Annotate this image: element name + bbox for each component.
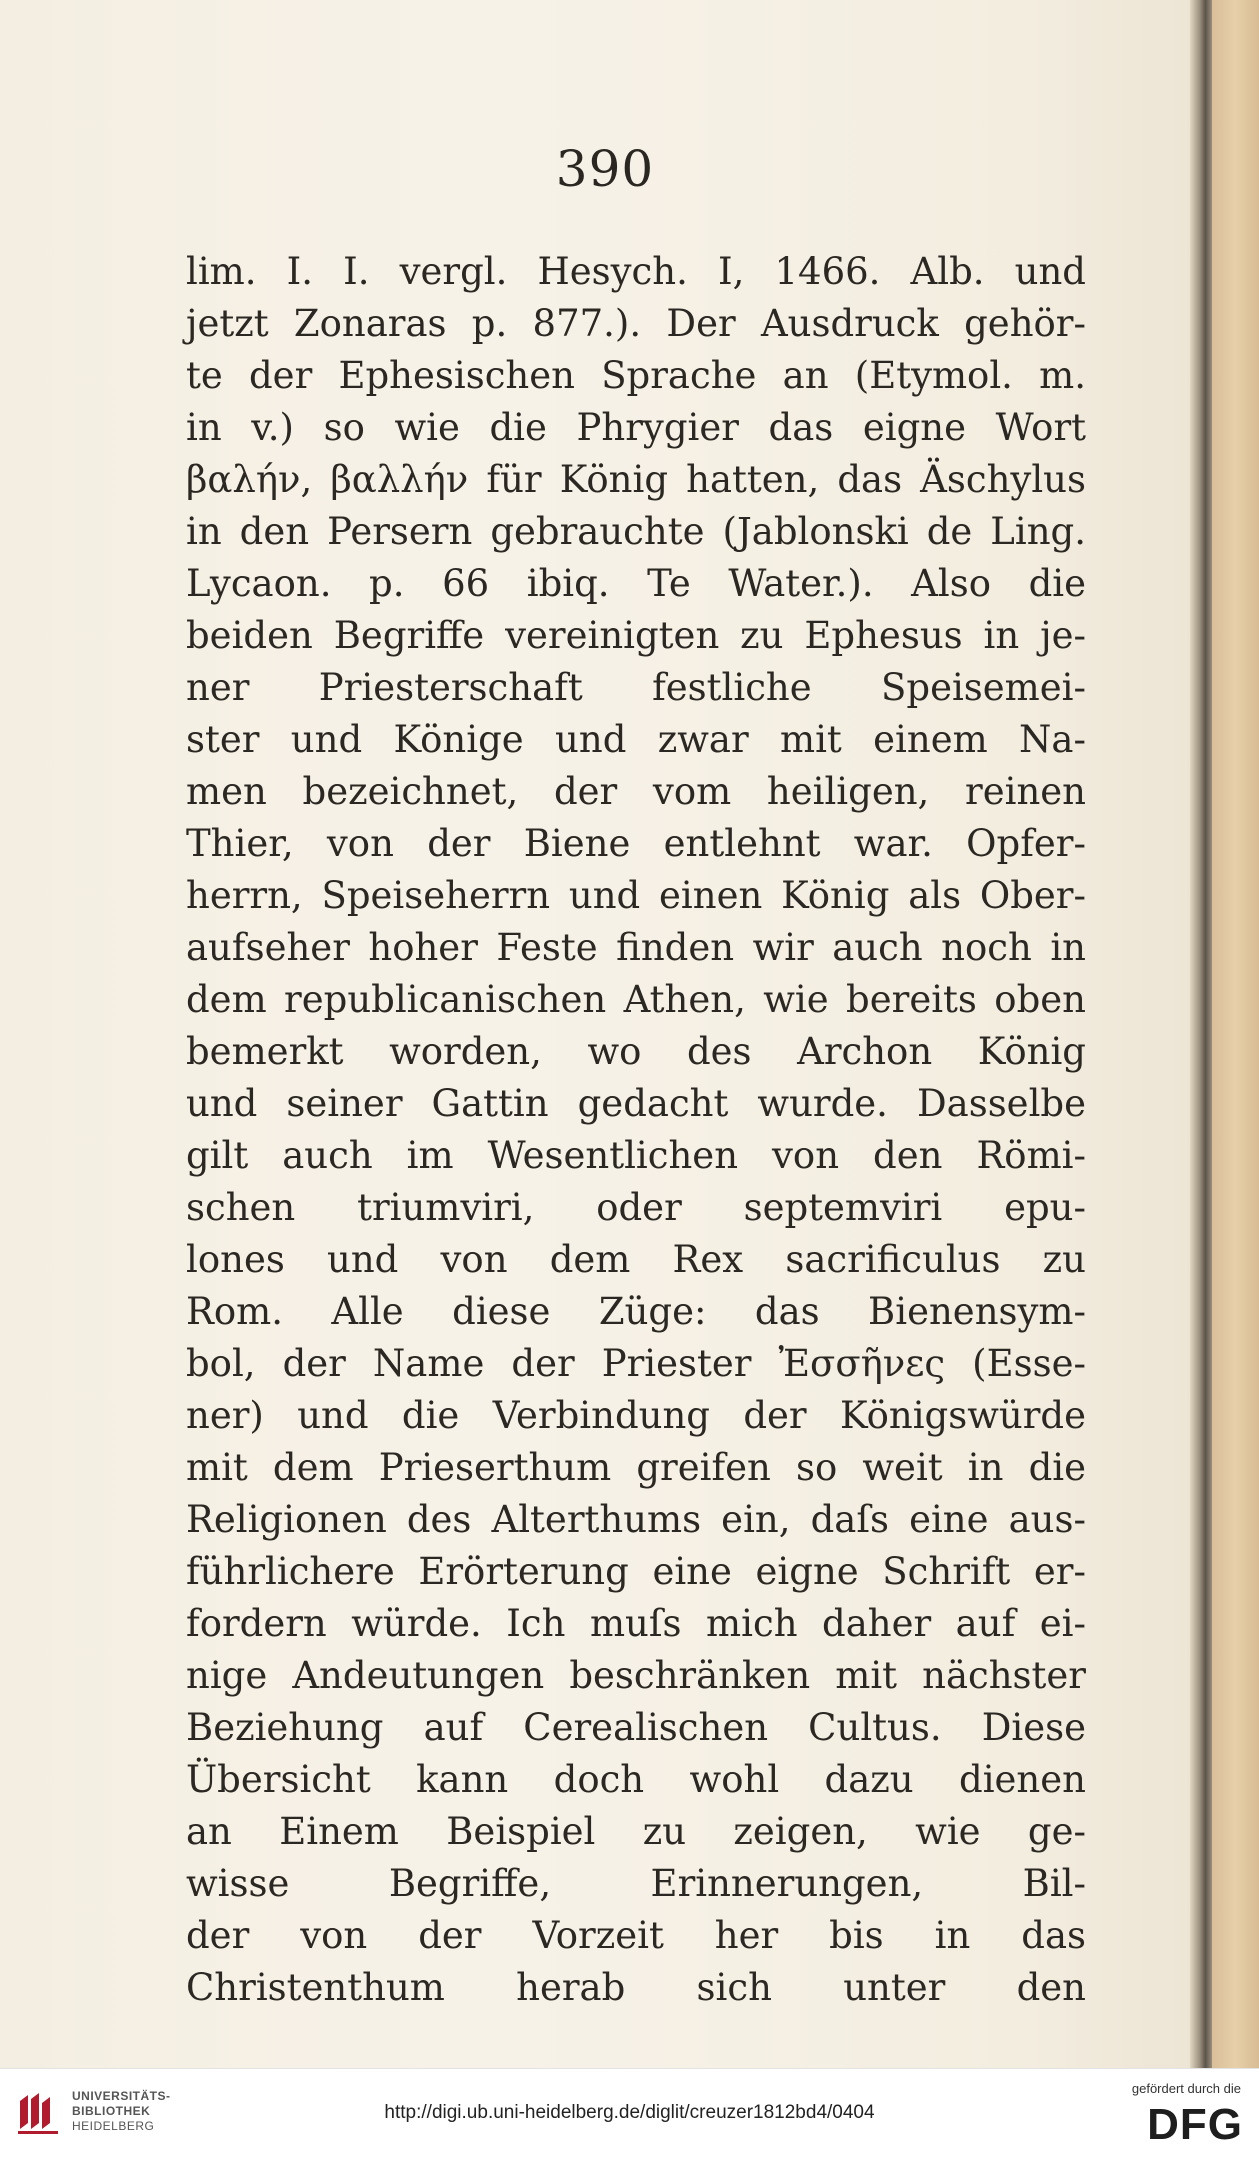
text-line: Thier, von der Biene entlehnt war. Opfer- xyxy=(186,822,1086,865)
text-line: aufseher hoher Feste finden wir auch noch in xyxy=(186,926,1086,969)
text-line: gilt auch im Wesentlichen von den Römi- xyxy=(186,1134,1086,1177)
text-line: und seiner Gattin gedacht wurde. Dasselbe xyxy=(186,1082,1086,1125)
text-line: lim. I. I. vergl. Hesych. I, 1466. Alb. und xyxy=(186,250,1086,293)
funding-label: gefördert durch die xyxy=(1131,2081,1241,2096)
text-line: Religionen des Alterthums ein, daſs eine aus- xyxy=(186,1498,1086,1541)
text-line: Christenthum herab sich unter den xyxy=(186,1966,1086,2009)
text-line: ner) und die Verbindung der Königswürde xyxy=(186,1394,1086,1437)
text-line: Beziehung auf Cerealischen Cultus. Diese xyxy=(186,1706,1086,1749)
text-line: men bezeichnet, der vom heiligen, reinen xyxy=(186,770,1086,813)
text-line: in v.) so wie die Phrygier das eigne Wort xyxy=(186,406,1086,449)
text-line: dem republicanischen Athen, wie bereits oben xyxy=(186,978,1086,1021)
body-text xyxy=(186,246,1086,2014)
text-line: bemerkt worden, wo des Archon König xyxy=(186,1030,1086,1073)
text-line: bol, der Name der Priester Ἐσσῆνες (Esse- xyxy=(186,1342,1086,1385)
text-line: beiden Begriffe vereinigten zu Ephesus in je- xyxy=(186,614,1086,657)
text-line: βαλήν, βαλλήν für König hatten, das Äschylus xyxy=(186,458,1086,501)
viewer-footer xyxy=(0,2068,1259,2158)
text-line: fordern würde. Ich muſs mich daher auf ei- xyxy=(186,1602,1086,1645)
text-line: schen triumviri, oder septemviri epu- xyxy=(186,1186,1086,1229)
text-line: Übersicht kann doch wohl dazu dienen xyxy=(186,1758,1086,1801)
text-line: in den Persern gebrauchte (Jablonski de Ling. xyxy=(186,510,1086,553)
text-line: nige Andeutungen beschränken mit nächster xyxy=(186,1654,1086,1697)
text-line: führlichere Erörterung eine eigne Schrift er- xyxy=(186,1550,1086,1593)
text-line: ner Priesterschaft festliche Speisemei- xyxy=(186,666,1086,709)
permalink-url[interactable]: http://digi.ub.uni-heidelberg.de/diglit/creuzer1812bd4/0404 xyxy=(384,2102,875,2123)
university-library-name: UNIVERSITÄTS- BIBLIOTHEK HEIDELBERG xyxy=(72,2089,171,2133)
dfg-logo: DFG xyxy=(1147,2100,1243,2149)
text-line: ster und Könige und zwar mit einem Na- xyxy=(186,718,1086,761)
text-line: Lycaon. p. 66 ibiq. Te Water.). Also die xyxy=(186,562,1086,605)
text-line: te der Ephesischen Sprache an (Etymol. m. xyxy=(186,354,1086,397)
text-line: wisse Begriffe, Erinnerungen, Bil- xyxy=(186,1862,1086,1905)
text-line: der von der Vorzeit her bis in das xyxy=(186,1914,1086,1957)
text-line: Rom. Alle diese Züge: das Bienensym- xyxy=(186,1290,1086,1333)
text-line: jetzt Zonaras p. 877.). Der Ausdruck gehör- xyxy=(186,302,1086,345)
text-line: mit dem Prieserthum greifen so weit in die xyxy=(186,1446,1086,1489)
page-edge-shadow xyxy=(1190,0,1212,2068)
text-line: lones und von dem Rex sacrificulus zu xyxy=(186,1238,1086,1281)
page-number: 390 xyxy=(555,140,655,198)
text-line: herrn, Speiseherrn und einen König als Ober- xyxy=(186,874,1086,917)
book-binding xyxy=(1212,0,1259,2068)
text-line: an Einem Beispiel zu zeigen, wie ge- xyxy=(186,1810,1086,1853)
